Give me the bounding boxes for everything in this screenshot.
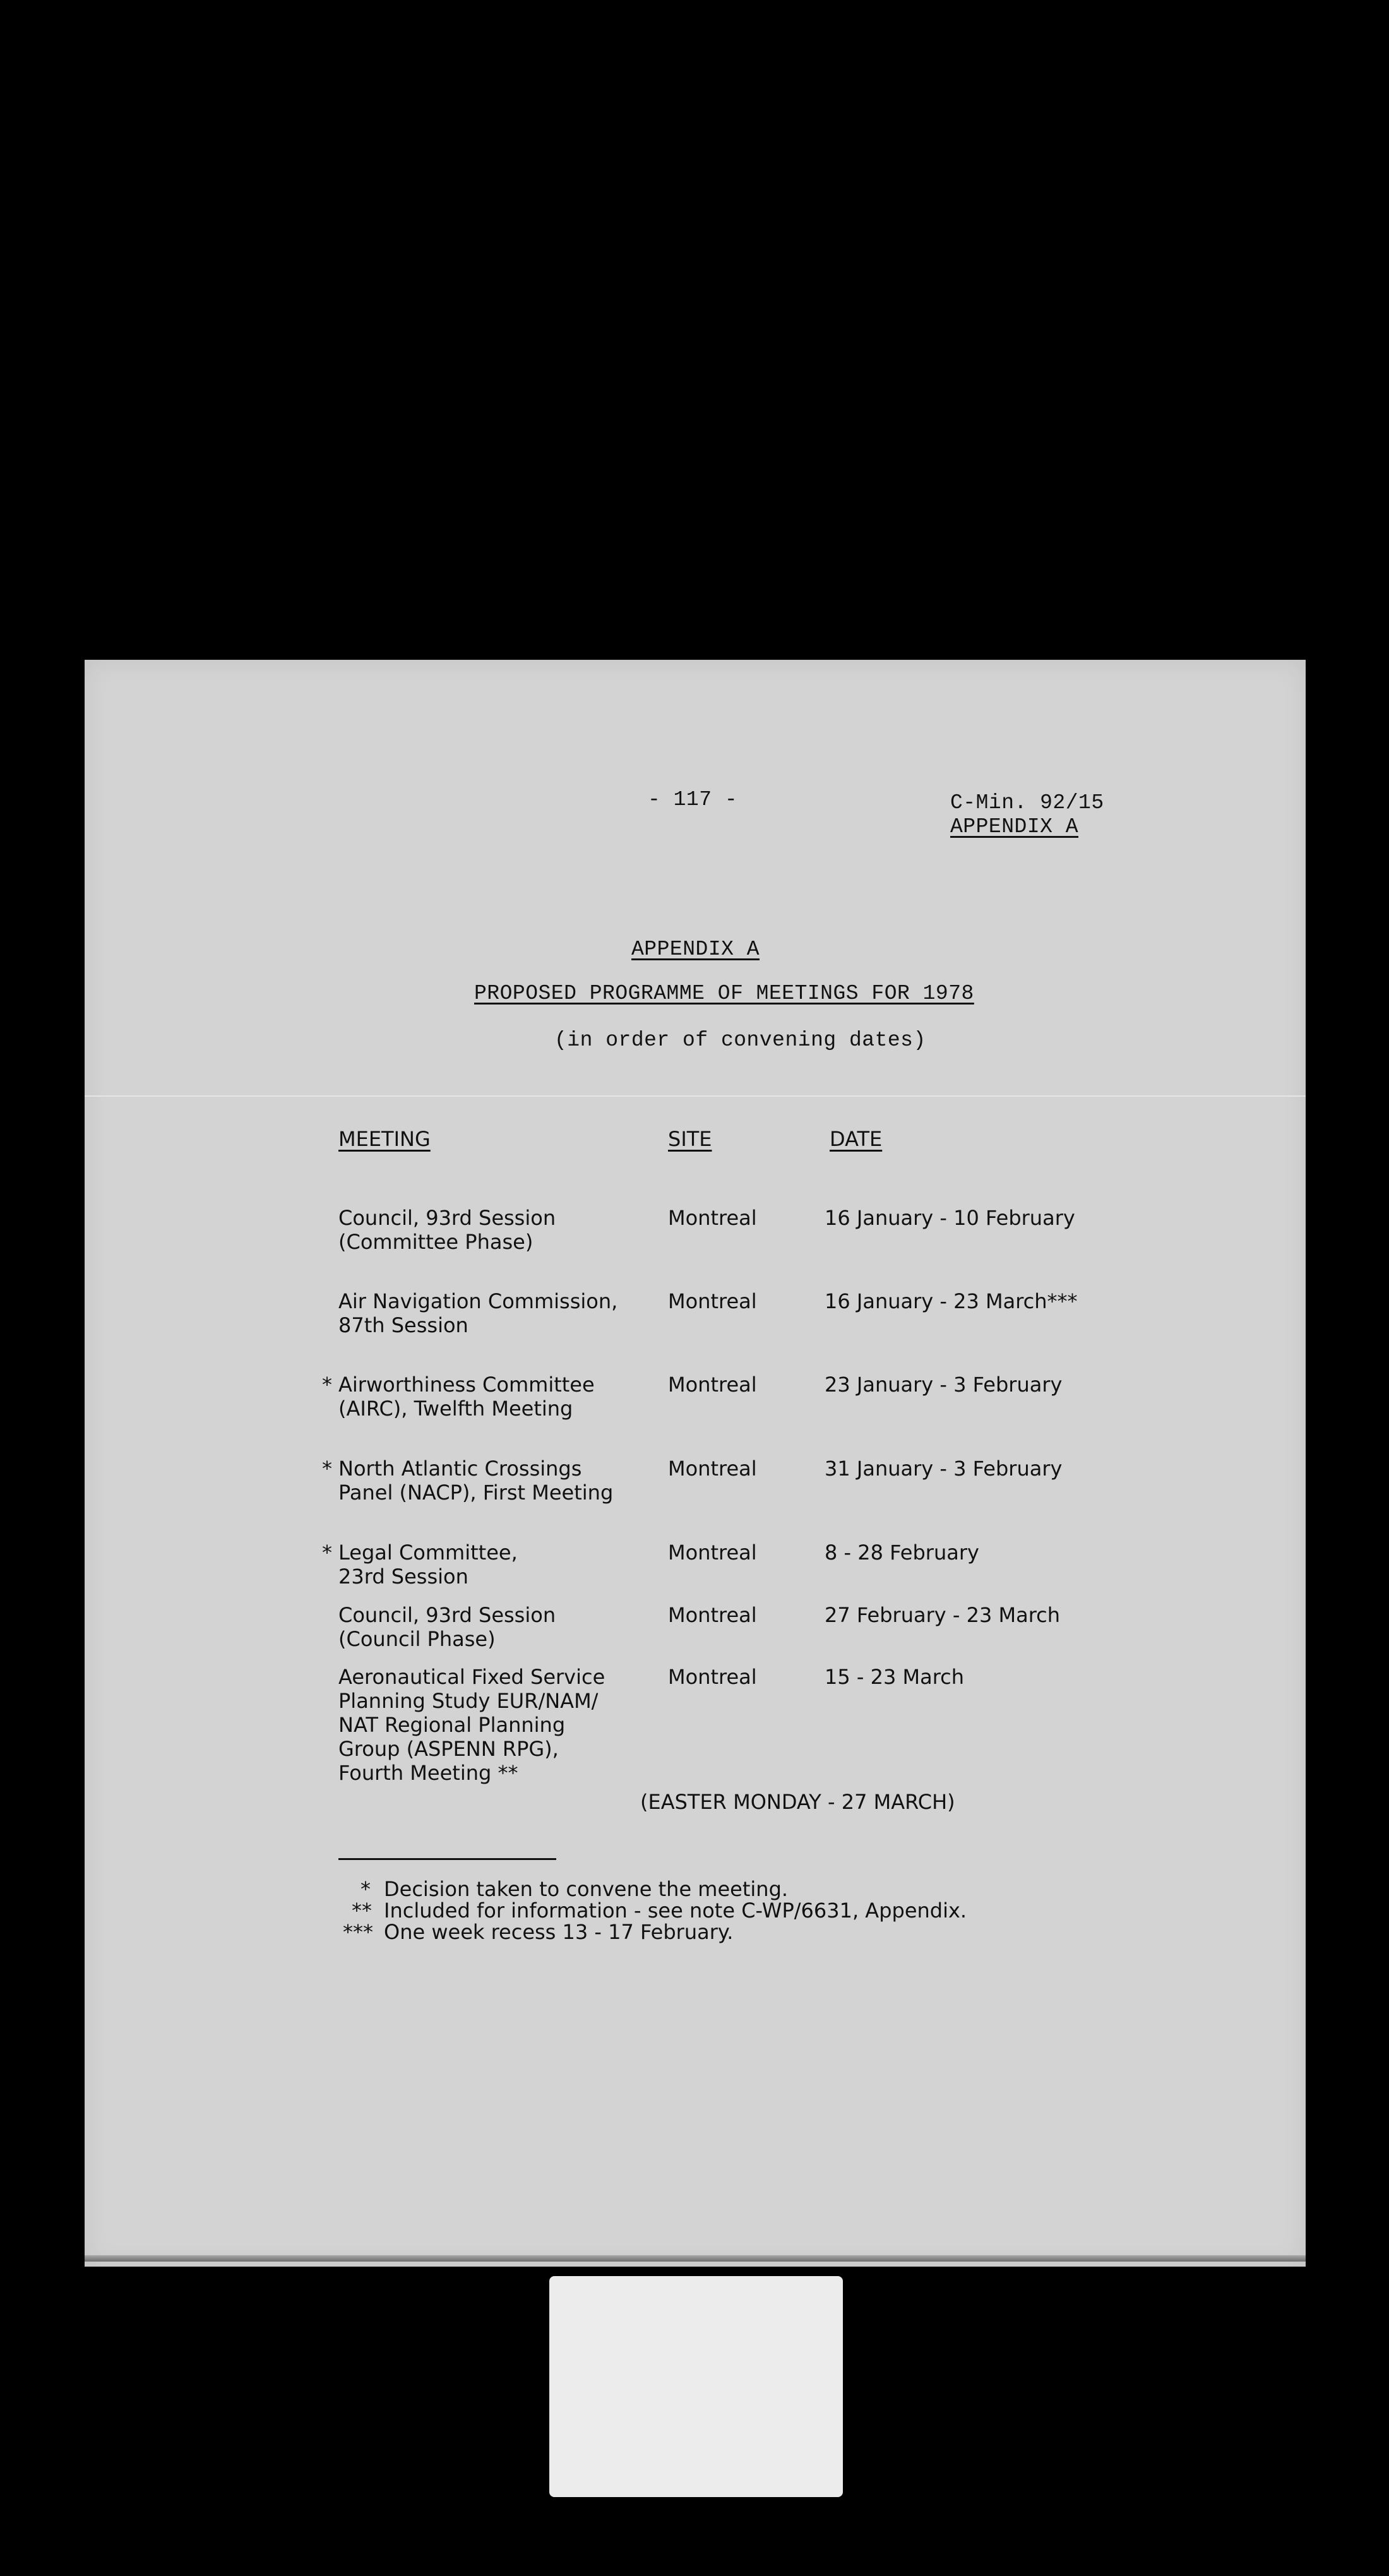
meeting-site: Montreal [668,1665,757,1689]
meeting-date: 31 January - 3 February [825,1457,1063,1481]
blank-card [549,2276,843,2497]
meeting-date: 16 January - 23 March*** [825,1289,1078,1313]
meeting-date: 27 February - 23 March [825,1603,1061,1627]
document-page [85,660,1306,2267]
meeting-name: Airworthiness Committee (AIRC), Twelfth Meeting [338,1373,595,1421]
meeting-date: 15 - 23 March [825,1665,965,1689]
footnote-marker: *** [343,1920,373,1944]
meeting-date: 23 January - 3 February [825,1373,1063,1397]
footnote-text: Included for information - see note C-WP/6631, Appendix. [384,1899,967,1923]
footnote-marker: * [361,1877,371,1901]
meeting-name: Legal Committee, 23rd Session [338,1541,518,1589]
footnote-marker: ** [352,1899,372,1923]
doc-reference: C-Min. 92/15 [950,791,1104,814]
fold-line [85,1095,1306,1097]
programme-subtitle: (in order of convening dates) [554,1029,926,1052]
meeting-site: Montreal [668,1373,757,1397]
meeting-name: Council, 93rd Session (Committee Phase) [338,1206,556,1254]
meeting-name: Aeronautical Fixed Service Planning Study EUR/NAM/ NAT Regional Planning Group (ASPENN RPG), Fourth Meeting ** [338,1665,605,1785]
meeting-site: Montreal [668,1457,757,1481]
site-header: SITE [668,1127,712,1151]
meeting-site: Montreal [668,1541,757,1565]
programme-title: PROPOSED PROGRAMME OF MEETINGS FOR 1978 [474,982,974,1005]
page-bottom-edge [85,2255,1306,2262]
meeting-name: Air Navigation Commission, 87th Session [338,1289,618,1337]
meeting-site: Montreal [668,1603,757,1627]
meeting-name: North Atlantic Crossings Panel (NACP), First Meeting [338,1457,614,1505]
meeting-name: Council, 93rd Session (Council Phase) [338,1603,556,1651]
footnote-text: One week recess 13 - 17 February. [384,1920,734,1944]
meeting-marker: * [322,1541,332,1565]
meeting-site: Montreal [668,1206,757,1230]
appendix-title: APPENDIX A [631,938,760,961]
meeting-header: MEETING [338,1127,431,1151]
meeting-site: Montreal [668,1289,757,1313]
date-header: DATE [830,1127,883,1151]
meeting-date: 16 January - 10 February [825,1206,1075,1230]
meeting-date: 8 - 28 February [825,1541,979,1565]
appendix-reference: APPENDIX A [950,815,1079,838]
easter-note: (EASTER MONDAY - 27 MARCH) [640,1790,955,1814]
meeting-marker: * [322,1373,332,1397]
footnote-divider [338,1858,556,1860]
meeting-marker: * [322,1457,332,1481]
page-number: - 117 - [648,788,738,811]
footnote-text: Decision taken to convene the meeting. [384,1877,789,1901]
